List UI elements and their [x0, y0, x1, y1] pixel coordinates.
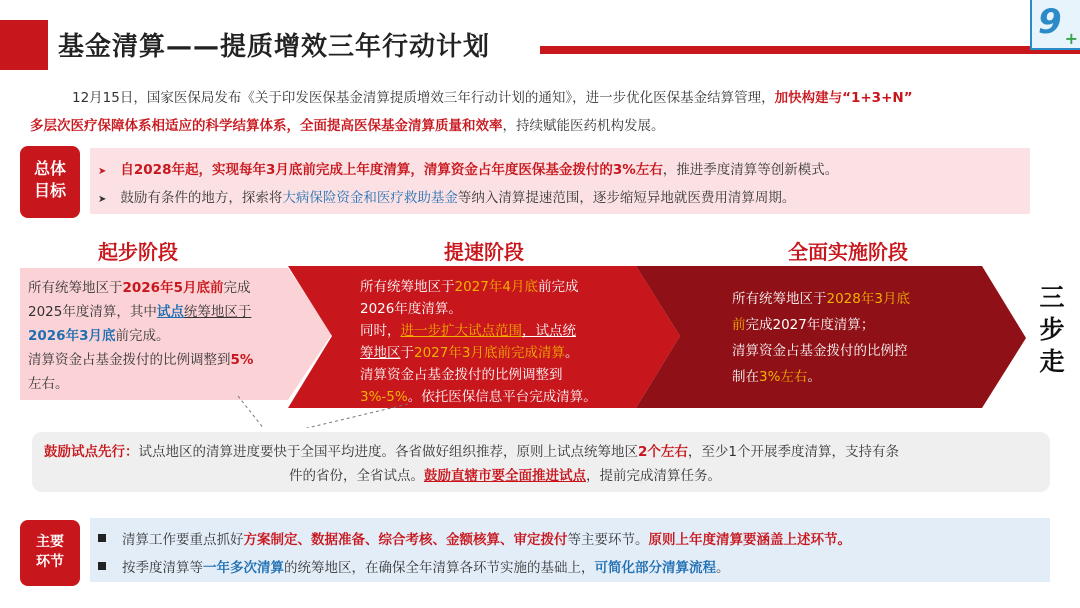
three-steps-label: 三步走	[1039, 283, 1065, 376]
highlight: 3%-5%	[360, 389, 408, 405]
goal-text: ，推进季度清算等创新模式。	[662, 162, 839, 178]
intro-text: 12月15日，国家医保局发布《关于印发医保基金清算提质增效三年行动计划的通知》，进一步优化医保基金结算管理，	[72, 90, 775, 106]
highlight: 方案制定、数据准备、综合考核、金额核算、审定拨付	[243, 532, 568, 548]
key-item	[98, 528, 851, 548]
intro-paragraph	[30, 84, 1060, 140]
text: 前完成。	[115, 328, 170, 344]
text: 2026年度清算。	[360, 301, 462, 317]
text: 所有统筹地区于	[360, 279, 455, 295]
highlight: 2026年3月底	[28, 328, 116, 344]
highlight: 2028年3月底	[826, 291, 910, 307]
highlight: 试点	[156, 304, 184, 320]
text: 件的省份，全省试点。	[289, 468, 424, 484]
key-badge-line: 环节	[36, 554, 64, 570]
goals-box	[90, 148, 1030, 214]
text: 完成2027年度清算；	[745, 317, 875, 333]
text: 。	[807, 369, 821, 385]
intro-line-2	[30, 112, 1060, 140]
text: 统筹地区于	[183, 304, 252, 320]
text: 左右。	[28, 376, 69, 392]
title-accent-block	[0, 20, 48, 70]
intro-highlight: 加快构建与“1+3+N”	[774, 90, 913, 106]
goal-highlight: 自2028年起，实现每年3月底前完成上年度清算，清算资金占年度医保基金拨付的3%左右	[120, 162, 663, 178]
text: 制在	[732, 369, 759, 385]
text: 。依托医保信息平台完成清算。	[407, 389, 597, 405]
text: 2025年度清算，其中	[28, 304, 157, 320]
text: 清算资金占基金拨付的比例调整到	[360, 367, 563, 383]
text: 所有统筹地区于	[28, 280, 123, 296]
goal-text: 等纳入清算提速范围，逐步缩短异地就医费用清算周期。	[457, 190, 796, 206]
square-bullet-icon	[98, 534, 106, 542]
stage-title: 起步阶段	[98, 240, 178, 264]
square-bullet-icon	[98, 562, 106, 570]
highlight: 前	[732, 317, 746, 333]
pilot-text	[44, 440, 1040, 488]
highlight: 可简化部分清算流程	[594, 560, 716, 576]
text: 按季度清算等	[122, 560, 203, 576]
pilot-box	[32, 432, 1050, 492]
stage-3-text	[732, 286, 982, 390]
goals-badge-line: 目标	[33, 181, 66, 200]
goal-item	[98, 158, 838, 178]
text: 前完成	[537, 279, 579, 295]
key-item	[98, 556, 730, 576]
title-underline	[540, 46, 1080, 54]
stage-2-text	[360, 276, 630, 408]
text: 清算资金占基金拨付的比例调整到	[28, 352, 231, 368]
page-title: 基金清算——提质增效三年行动计划	[58, 32, 491, 62]
goals-badge-line: 总体	[33, 159, 66, 178]
highlight: 2个左右	[638, 444, 688, 460]
goal-text: 鼓励有条件的地方，探索将	[120, 190, 283, 206]
text: 试点地区的清算进度要快于全国平均进度。各省做好组织推荐，原则上试点统筹地区	[138, 444, 638, 460]
text: 所有统筹地区于	[732, 291, 827, 307]
text: ，试点统	[522, 323, 576, 339]
stage-1-text	[28, 276, 298, 396]
text: 清算工作要重点抓好	[122, 532, 244, 548]
text: 完成	[223, 280, 251, 296]
stage-title: 全面实施阶段	[788, 240, 908, 264]
key-links-badge	[20, 520, 80, 586]
key-links-box	[90, 518, 1050, 582]
text: 。	[716, 560, 730, 576]
text: 的统筹地区，在确保全年清算各环节实施的基础上，	[284, 560, 595, 576]
goals-badge	[20, 146, 80, 218]
connector-line	[238, 396, 268, 428]
logo-icon: 9	[1038, 2, 1062, 42]
text: ，至少1个开展季度清算，支持有条	[687, 444, 899, 460]
logo	[1030, 0, 1080, 50]
plus-icon: +	[1064, 29, 1078, 48]
text: 。	[564, 345, 579, 361]
goal-item	[98, 186, 795, 206]
highlight: 2027年4月底	[454, 279, 538, 295]
highlight: 进一步扩大试点范围	[400, 323, 522, 339]
key-badge-line: 主要	[36, 534, 64, 550]
intro-line-1	[30, 84, 1060, 112]
text: 清算资金占基金拨付的比例控	[732, 343, 908, 359]
highlight: 一年多次清算	[203, 560, 284, 576]
highlight: 原则上年度清算要涵盖上述环节。	[648, 532, 851, 548]
highlight: 5%	[230, 352, 254, 368]
arrow-bullet-icon: ➤	[98, 194, 107, 205]
highlight: 3%左右	[759, 369, 808, 385]
text: 筹地区	[360, 345, 401, 361]
text: 同时，	[360, 323, 401, 339]
highlight: 2027年3月底前完成清算	[414, 345, 565, 361]
stage-title: 提速阶段	[444, 240, 524, 264]
intro-text: ，持续赋能医药机构发展。	[502, 118, 665, 134]
arrow-bullet-icon: ➤	[98, 166, 107, 177]
highlight: 鼓励直辖市要全面推进试点	[424, 468, 586, 484]
text: 等主要环节。	[567, 532, 649, 548]
goal-highlight: 大病保险资金和医疗救助基金	[282, 190, 458, 206]
intro-highlight: 多层次医疗保障体系相适应的科学结算体系，全面提高医保基金清算质量和效率	[30, 118, 503, 134]
text: 于	[400, 345, 414, 361]
text: ，提前完成清算任务。	[586, 468, 721, 484]
highlight: 2026年5月底前	[122, 280, 224, 296]
pilot-label: 鼓励试点先行：	[44, 444, 139, 460]
